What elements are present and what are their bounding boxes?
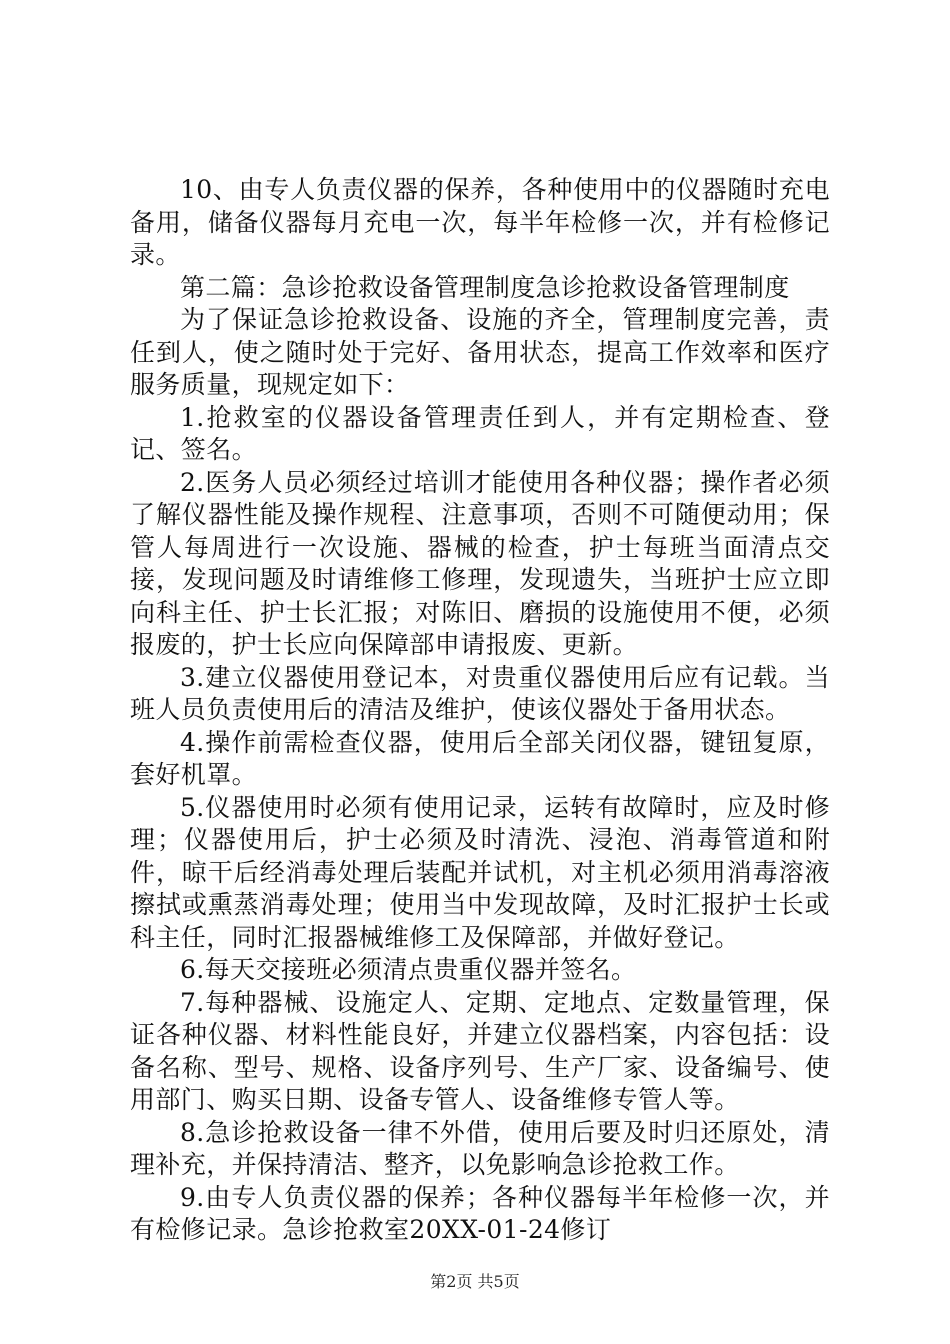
- document-body: [130, 174, 830, 1247]
- chapter-title: 第二篇：急诊抢救设备管理制度急诊抢救设备管理制度: [180, 272, 790, 302]
- page-footer: [0, 1272, 950, 1292]
- paragraph-item-6: 6.每天交接班必须清点贵重仪器并签名。: [180, 955, 637, 984]
- paragraph-item-4: 4.操作前需检查仪器，使用后全部关闭仪器，键钮复原，套好机罩。: [130, 727, 830, 789]
- paragraph-item-1: 1.抢救室的仪器设备管理责任到人，并有定期检查、登记、签名。: [130, 402, 830, 464]
- paragraph-item-8: 8.急诊抢救设备一律不外借，使用后要及时归还原处，清理补充，并保持清洁、整齐，以免影响急诊抢救工作。: [130, 1117, 830, 1179]
- paragraph-item-2: 2.医务人员必须经过培训才能使用各种仪器；操作者必须了解仪器性能及操作规程、注意事项，否则不可随便动用；保管人每周进行一次设施、器械的检查，护士每班当面清点交接，发现问题及时请维修工修理，发现遗失，当班护士应立即向科主任、护士长汇报；对陈旧、磨损的设施使用不便，必须报废的，护士长应向保障部申请报废、更新。: [130, 467, 830, 659]
- paragraph-item-9: 9.由专人负责仪器的保养；各种仪器每半年检修一次，并有检修记录。急诊抢救室20XX-01-24修订: [130, 1182, 830, 1244]
- paragraph-item-5: 5.仪器使用时必须有使用记录，运转有故障时，应及时修理；仪器使用后，护士必须及时清洗、浸泡、消毒管道和附件，晾干后经消毒处理后装配并试机，对主机必须用消毒溶液擦拭或熏蒸消毒处理；使用当中发现故障，及时汇报护士长或科主任，同时汇报器械维修工及保障部，并做好登记。: [130, 792, 830, 952]
- page-number-label: 第2页 共5页: [430, 1272, 520, 1291]
- paragraph-item-10: 10、由专人负责仪器的保养，各种使用中的仪器随时充电备用，储备仪器每月充电一次，每半年检修一次，并有检修记录。: [130, 175, 830, 269]
- paragraph-item-7: 7.每种器械、设施定人、定期、定地点、定数量管理，保证各种仪器、材料性能良好，并建立仪器档案，内容包括：设备名称、型号、规格、设备序列号、生产厂家、设备编号、使用部门、购买日期、设备专管人、设备维修专管人等。: [130, 987, 830, 1114]
- intro-paragraph: 为了保证急诊抢救设备、设施的齐全，管理制度完善，责任到人，使之随时处于完好、备用状态，提高工作效率和医疗服务质量，现规定如下：: [130, 305, 830, 399]
- paragraph-item-3: 3.建立仪器使用登记本，对贵重仪器使用后应有记载。当班人员负责使用后的清洁及维护，使该仪器处于备用状态。: [130, 662, 830, 724]
